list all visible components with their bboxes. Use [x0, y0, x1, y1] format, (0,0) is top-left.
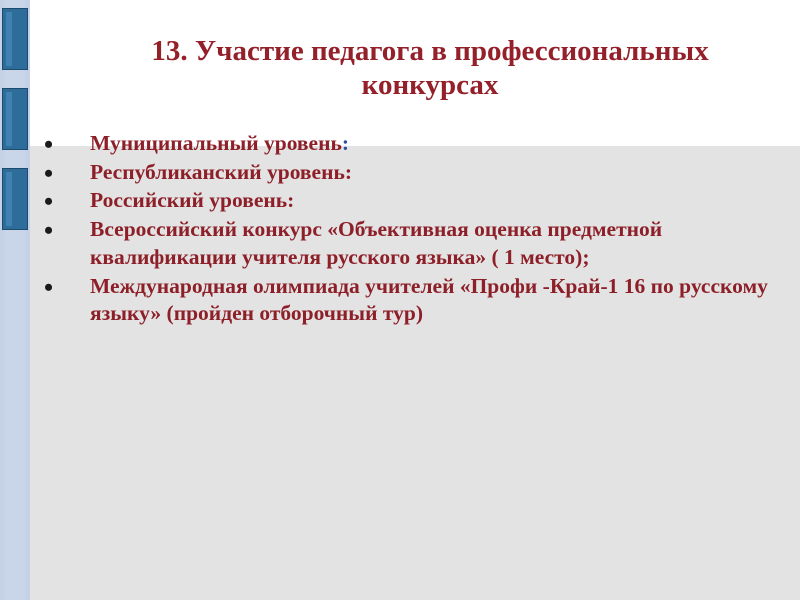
slide-title: 13. Участие педагога в профессиональных конкурсах — [151, 35, 709, 102]
list-item — [38, 273, 768, 328]
list-item — [38, 216, 768, 271]
list-item — [38, 187, 768, 215]
list-item-text: Республиканский уровень: — [90, 159, 352, 184]
list-item-text: Муниципальный уровень — [90, 131, 342, 155]
list-item-text: Международная олимпиада учителей «Профи -Край-1 16 по русскому языку» (пройден отборочный тур) — [90, 273, 768, 326]
bullet-list — [38, 130, 768, 328]
rail-tab-icon-2 — [2, 88, 28, 150]
list-item-text: Российский уровень: — [90, 188, 295, 213]
rail-tab-icon-1 — [2, 8, 28, 70]
rail-tab-highlight-1 — [6, 12, 12, 66]
list-item-trailing: : — [341, 131, 350, 155]
list-item — [38, 130, 768, 158]
rail-tab-highlight-3 — [6, 172, 12, 226]
rail-tab-highlight-2 — [6, 92, 12, 146]
slide-content — [38, 130, 768, 329]
list-item — [38, 159, 768, 187]
rail-tab-icon-3 — [2, 168, 28, 230]
list-item-text: Всероссийский конкурс «Объективная оценка предметной квалификации учителя русского языка» ( 1 место); — [90, 217, 663, 269]
